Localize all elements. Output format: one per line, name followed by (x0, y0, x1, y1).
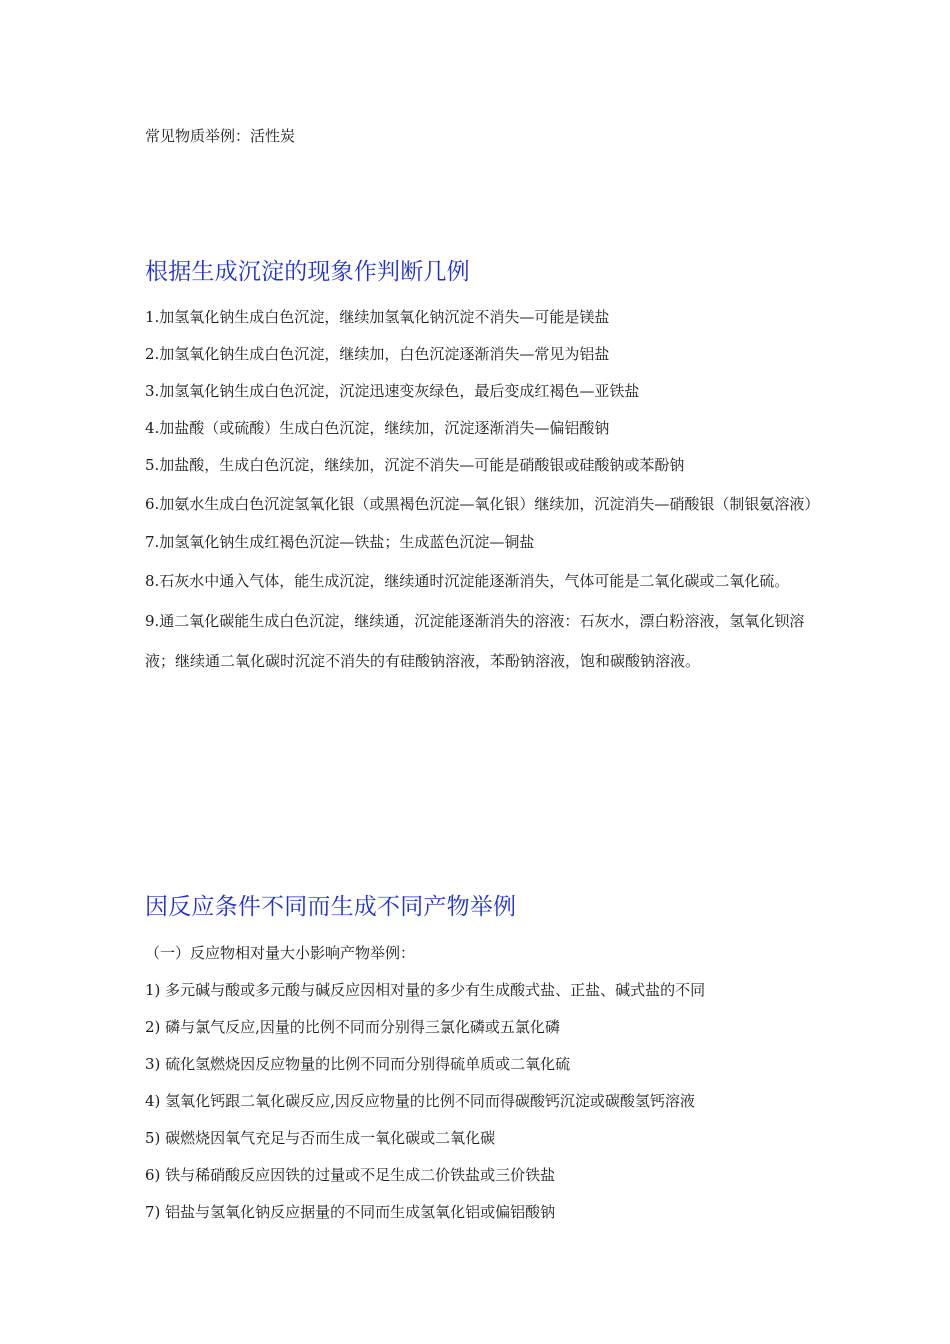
list-subheading: （一）反应物相对量大小影响产物举例： (145, 944, 416, 962)
list-item: 2.加氢氧化钠生成白色沉淀，继续加，白色沉淀逐渐消失—常见为铝盐 (145, 345, 610, 363)
list-item: 3.加氢氧化钠生成白色沉淀，沉淀迅速变灰绿色，最后变成红褐色—亚铁盐 (145, 382, 640, 400)
list-item: 7.加氢氧化钠生成红褐色沉淀—铁盐；生成蓝色沉淀—铜盐 (145, 533, 535, 551)
list-item: 2) 磷与氯气反应,因量的比例不同而分别得三氯化磷或五氯化磷 (145, 1018, 560, 1036)
list-item: 5.加盐酸，生成白色沉淀，继续加，沉淀不消失—可能是硝酸银或硅酸钠或苯酚钠 (145, 456, 685, 474)
list-item: 6.加氨水生成白色沉淀氢氧化银（或黑褐色沉淀—氧化银）继续加，沉淀消失—硝酸银（制银氨溶液） (145, 495, 820, 513)
section-heading-precipitate: 根据生成沉淀的现象作判断几例 (145, 259, 470, 285)
list-item: 3) 硫化氢燃烧因反应物量的比例不同而分别得硫单质或二氧化硫 (145, 1055, 571, 1073)
list-item: 1) 多元碱与酸或多元酸与碱反应因相对量的多少有生成酸式盐、正盐、碱式盐的不同 (145, 981, 706, 999)
precipitate-list (145, 299, 820, 681)
list-item: 6) 铁与稀硝酸反应因铁的过量或不足生成二价铁盐或三价铁盐 (145, 1166, 556, 1184)
list-item: 4.加盐酸（或硫酸）生成白色沉淀，继续加，沉淀逐渐消失—偏铝酸钠 (145, 419, 610, 437)
conditions-list (145, 935, 815, 1231)
list-item: 5) 碳燃烧因氧气充足与否而生成一氧化碳或二氧化碳 (145, 1129, 496, 1147)
section-heading-conditions: 因反应条件不同而生成不同产物举例 (145, 894, 517, 920)
intro-text: 常见物质举例：活性炭 (145, 127, 296, 145)
list-item: 7) 铝盐与氢氧化钠反应据量的不同而生成氢氧化铝或偏铝酸钠 (145, 1203, 556, 1221)
list-item: 9.通二氧化碳能生成白色沉淀，继续通，沉淀能逐渐消失的溶液：石灰水，漂白粉溶液，氢氧化钡溶液；继续通二氧化碳时沉淀不消失的有硅酸钠溶液，苯酚钠溶液，饱和碳酸钠溶液。 (145, 612, 805, 670)
list-item: 1.加氢氧化钠生成白色沉淀，继续加氢氧化钠沉淀不消失—可能是镁盐 (145, 308, 610, 326)
list-item: 8.石灰水中通入气体，能生成沉淀，继续通时沉淀能逐渐消失，气体可能是二氧化碳或二氧化硫。 (145, 572, 790, 590)
list-item: 4) 氢氧化钙跟二氧化碳反应,因反应物量的比例不同而得碳酸钙沉淀或碳酸氢钙溶液 (145, 1092, 695, 1110)
